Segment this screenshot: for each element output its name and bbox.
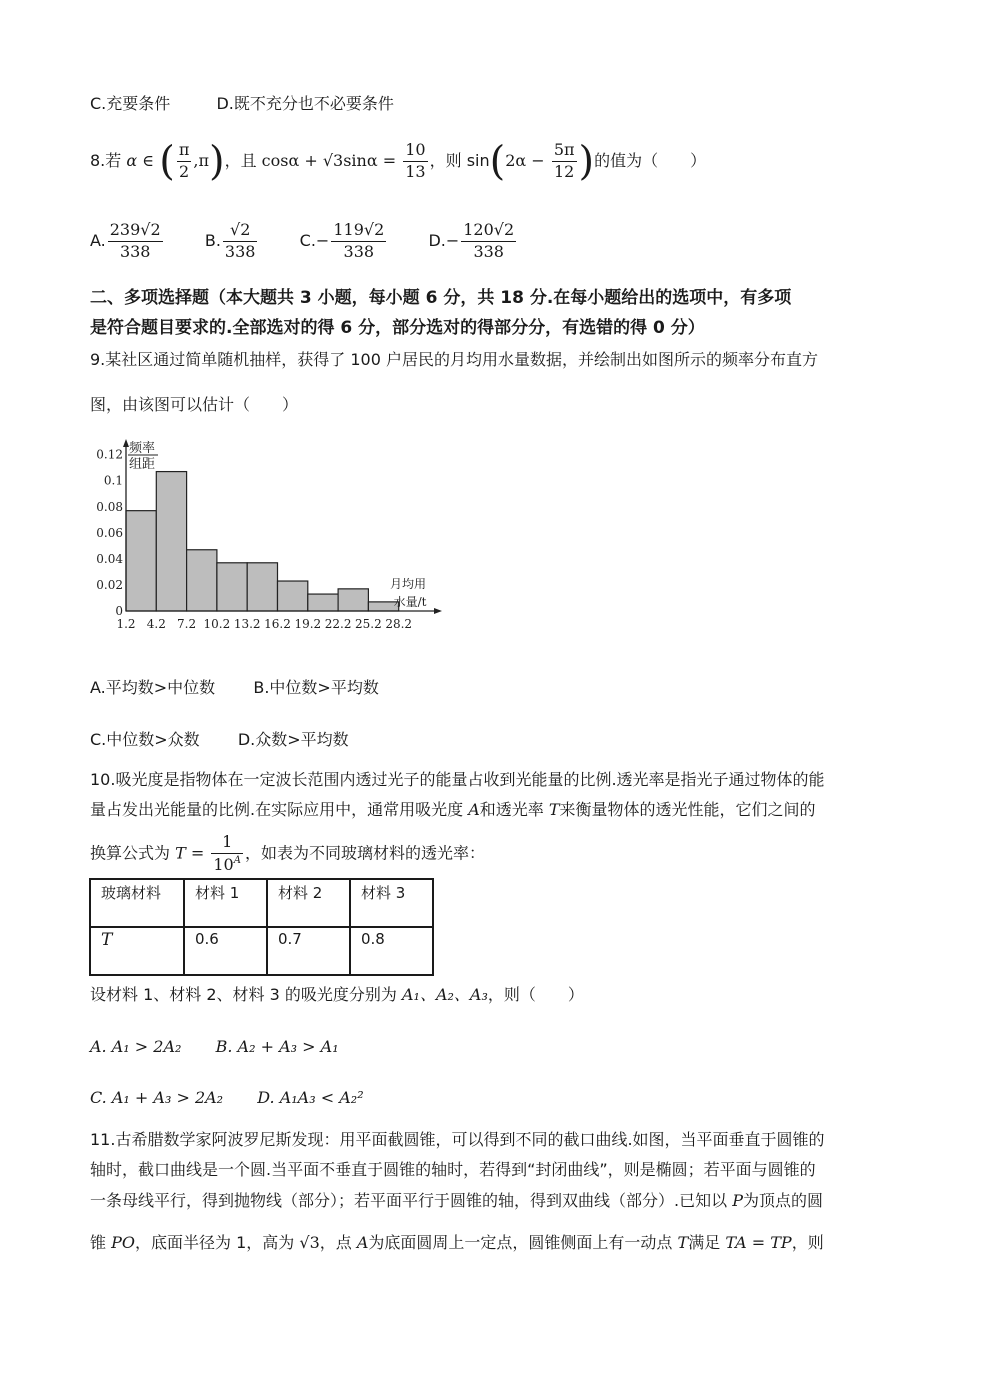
text: 为底面圆周上一定点，圆锥侧面上有一动点	[368, 1233, 673, 1252]
var-t: T	[548, 800, 560, 819]
frac-num: π	[177, 140, 192, 162]
q8-cos-expression: cosα + √3sinα =	[261, 150, 397, 170]
text: 换算公式为	[90, 843, 171, 863]
q7-option-c: C.充要条件	[90, 94, 171, 113]
formula-lhs: T =	[175, 843, 205, 863]
text: ，如表为不同玻璃材料的透光率：	[244, 843, 485, 863]
histogram-bar	[247, 563, 277, 611]
text: 为顶点的圆	[742, 1191, 823, 1210]
q8-option-d	[428, 220, 518, 261]
x-tick-label: 4.2	[146, 617, 166, 631]
q10-stem-line1: 10.吸光度是指物体在一定波长范围内透过光子的能量占收到光能量的比例.透光率是指光子通过物体的能	[90, 770, 825, 789]
y-tick-label: 0.12	[96, 447, 123, 462]
two-alpha: 2α −	[505, 150, 545, 170]
text: 量占发出光能量的比例.在实际应用中，通常用吸光度	[90, 800, 464, 819]
q9-option-c: C.中位数>众数	[90, 730, 200, 749]
x-axis-label-top: 月均用	[389, 577, 427, 591]
section2-heading-line2: 是符合题目要求的.全部选对的得 6 分，部分选对的得部分分，有选错的得 0 分）	[90, 318, 705, 338]
frac-num: √2	[223, 220, 258, 242]
var-t: T	[677, 1233, 689, 1252]
frac-num: 119√2	[331, 220, 386, 242]
q9-option-a: A.平均数>中位数	[90, 678, 216, 697]
y-axis-label-top: 频率	[128, 441, 156, 456]
q10-option-d: D. A₁A₃ < A₂²	[257, 1088, 364, 1107]
alpha-symbol: α	[126, 150, 138, 170]
x-tick-label: 19.2	[294, 617, 322, 631]
option-label: B.	[204, 230, 221, 250]
text: 一条母线平行，得到抛物线（部分）；若平面平行于圆锥的轴，得到双曲线（部分）.已知以	[90, 1191, 728, 1210]
frac-den: 338	[224, 241, 256, 261]
table-header-cell: 材料 3	[350, 879, 433, 927]
frac-den: 12	[553, 161, 575, 181]
frac-den: 338	[343, 241, 375, 261]
y-tick-label: 0.02	[96, 577, 123, 592]
minus-sign: −	[445, 230, 460, 250]
q9-options-row2	[90, 730, 349, 751]
q10-option-c: C. A₁ + A₃ > 2A₂	[90, 1088, 224, 1107]
q7-options-row	[90, 94, 394, 115]
exponent-a: A	[233, 854, 241, 866]
q10-options-row2	[90, 1088, 364, 1109]
transmittance-formula-fraction	[211, 832, 243, 876]
frac-num: 120√2	[461, 220, 516, 242]
histogram-bar	[278, 581, 308, 611]
table-header-row	[90, 879, 433, 927]
q11-stem-line3	[90, 1191, 823, 1212]
x-tick-label: 1.2	[116, 617, 136, 631]
x-tick-label: 25.2	[355, 617, 382, 631]
var-a: A	[356, 1233, 369, 1252]
frac-num: 5π	[552, 140, 577, 162]
condition-equation: TA = TP	[725, 1233, 792, 1252]
histogram-bar	[338, 589, 368, 611]
q10-stem-line2	[90, 800, 816, 821]
table-cell: 0.7	[267, 927, 350, 975]
table-cell: 0.6	[184, 927, 267, 975]
frac-num: 10	[403, 140, 427, 162]
y-tick-label: 0.04	[96, 551, 123, 566]
q8-option-a	[90, 220, 170, 261]
frac-den: 338	[119, 241, 151, 261]
histogram-bar	[156, 472, 186, 611]
pi-symbol: π	[198, 150, 209, 170]
q8-option-b	[204, 220, 265, 261]
sqrt-three: √3	[299, 1233, 320, 1252]
q9-option-b: B.中位数>平均数	[253, 678, 379, 697]
q8-options-row	[90, 220, 518, 263]
y-tick-label: 0	[115, 604, 123, 618]
frac-den: 13	[405, 161, 426, 181]
y-axis-label-bottom: 组距	[128, 457, 156, 472]
q7-option-d: D.既不充分也不必要条件	[216, 94, 394, 113]
y-tick-label: 0.08	[96, 499, 123, 514]
q10-option-a: A. A₁ > 2A₂	[90, 1037, 182, 1056]
q10-options-row1	[90, 1037, 339, 1058]
q8-prefix: 8.若	[90, 150, 122, 170]
x-axis-arrow	[434, 608, 442, 614]
left-paren: (	[159, 138, 175, 185]
option-label: C.	[299, 230, 316, 250]
text: 设材料 1、材料 2、材料 3 的吸光度分别为	[90, 985, 397, 1004]
minus-sign: −	[315, 230, 330, 250]
text: ，则	[791, 1233, 824, 1252]
q10-stem-line3	[90, 832, 485, 876]
table-row	[90, 927, 433, 975]
table-cell: 0.8	[350, 927, 433, 975]
x-tick-label: 10.2	[203, 617, 231, 631]
q8-option-c	[299, 220, 394, 261]
text: 来衡量物体的透光性能，它们之间的	[559, 800, 816, 819]
frac-den: 338	[473, 241, 504, 261]
histogram-bar	[187, 550, 217, 611]
q9-stem-line2: 图，由该图可以估计（ ）	[90, 395, 299, 414]
y-tick-label: 0.06	[96, 525, 123, 540]
ten-thirteenths-fraction	[403, 140, 427, 183]
q8-tail: 的值为（ ）	[594, 150, 707, 170]
x-tick-label: 16.2	[264, 617, 291, 631]
q9-stem-line1: 9.某社区通过简单随机抽样，获得了 100 户居民的月均用水量数据，并绘制出如图所示的频率分布直方	[90, 350, 818, 369]
left-paren: (	[489, 138, 506, 185]
q10-stem-line4	[90, 985, 584, 1006]
q9-options-row1	[90, 678, 379, 699]
x-tick-label: 7.2	[177, 617, 197, 631]
frac-den: 2	[178, 161, 190, 181]
text: ，底面半径为 1，高为	[135, 1233, 295, 1252]
q11-stem-line2: 轴时，截口曲线是一个圆.当平面不垂直于圆锥的轴时，若得到“封闭曲线”，则是椭圆；若平面与圆锥的	[90, 1160, 816, 1179]
x-tick-label: 22.2	[324, 617, 352, 631]
table-header-cell: 材料 2	[267, 879, 350, 927]
absorbance-vars: A₁、A₂、A₃	[401, 985, 488, 1004]
comma-pi: ,	[193, 150, 199, 170]
pi-over-2-fraction	[177, 140, 192, 183]
text: 锥	[90, 1233, 107, 1252]
frac-num: 239√2	[108, 220, 163, 242]
var-p: P	[732, 1191, 743, 1210]
element-of-symbol: ∈	[142, 150, 155, 170]
text: 和透光率	[479, 800, 544, 819]
q8-then-sin: ，则 sin	[429, 150, 490, 170]
section2-heading-line1: 二、多项选择题（本大题共 3 小题，每小题 6 分，共 18 分.在每小题给出的选项中，有多项	[90, 288, 792, 308]
var-po: PO	[111, 1233, 135, 1252]
frac-den	[211, 854, 243, 876]
histogram-bar	[126, 511, 156, 611]
frac-num: 1	[211, 832, 243, 854]
right-paren: )	[208, 138, 225, 185]
text: 满足	[688, 1233, 721, 1252]
histogram-bar	[308, 594, 338, 611]
table-header-cell: 材料 1	[184, 879, 267, 927]
table-cell: T	[90, 927, 184, 975]
x-tick-label: 13.2	[233, 617, 261, 631]
q8-stem: 8.若 α ∈ ( $\frac{\pi}{2}$ ,π)，且 cosα + √3sinα = $\frac{10}{13}$ ，则 sin(2α − $\frac{5\pi}{12}$ )的值为（ ）	[90, 138, 707, 185]
q10-option-b: B. A₂ + A₃ > A₁	[215, 1037, 339, 1056]
table-header-cell: 玻璃材料	[90, 879, 184, 927]
text: ，则（ ）	[487, 985, 584, 1004]
q9-option-d: D.众数>平均数	[237, 730, 349, 749]
x-tick-label: 28.2	[385, 617, 413, 631]
q11-stem-line1: 11.古希腊数学家阿波罗尼斯发现：用平面截圆锥，可以得到不同的截口曲线.如图，当平面垂直于圆锥的	[90, 1130, 825, 1149]
x-axis-label-bottom: 水量/t	[393, 595, 427, 609]
y-tick-label: 0.1	[103, 473, 123, 488]
ten: 10	[213, 854, 234, 874]
q11-stem-line4	[90, 1233, 824, 1254]
five-pi-twelfths-fraction	[552, 140, 577, 183]
right-paren: )	[578, 138, 595, 185]
histogram-bar	[217, 563, 247, 611]
var-a: A	[468, 800, 480, 819]
text: ，点	[319, 1233, 352, 1252]
option-label: D.	[428, 230, 446, 250]
option-label: A.	[90, 230, 106, 250]
transmittance-table	[89, 878, 434, 976]
histogram-chart	[90, 435, 450, 640]
